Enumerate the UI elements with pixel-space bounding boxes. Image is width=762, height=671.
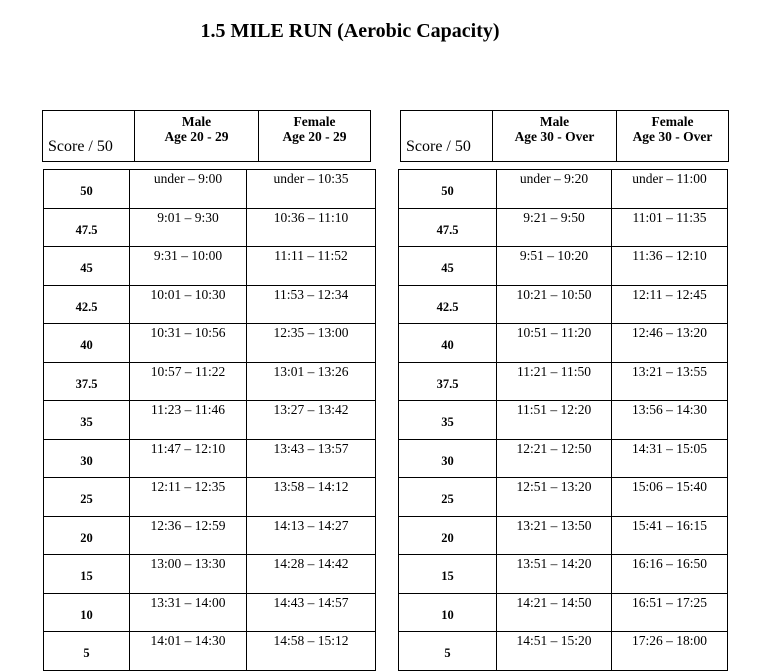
score-cell: 10 [399, 593, 497, 632]
female-time-cell: 14:43 – 14:57 [247, 593, 376, 632]
male-time-cell: 9:21 – 9:50 [497, 208, 612, 247]
score-cell: 47.5 [44, 208, 130, 247]
score-cell: 25 [44, 478, 130, 517]
score-cell: 35 [399, 401, 497, 440]
male-time-cell: 11:51 – 12:20 [497, 401, 612, 440]
female-time-cell: 14:58 – 15:12 [247, 632, 376, 671]
score-cell: 37.5 [399, 362, 497, 401]
score-cell: 40 [399, 324, 497, 363]
female-time-cell: 15:41 – 16:15 [612, 516, 728, 555]
table-row [399, 362, 728, 401]
female-time-cell: 16:16 – 16:50 [612, 555, 728, 594]
male-time-cell: 9:51 – 10:20 [497, 247, 612, 286]
table-row [44, 285, 376, 324]
female-time-cell: 11:53 – 12:34 [247, 285, 376, 324]
score-cell: 42.5 [399, 285, 497, 324]
female-time-cell: 12:46 – 13:20 [612, 324, 728, 363]
female-time-cell: 11:01 – 11:35 [612, 208, 728, 247]
female-time-cell: 17:26 – 18:00 [612, 632, 728, 671]
male-time-cell: 14:01 – 14:30 [130, 632, 247, 671]
table-row [44, 593, 376, 632]
female-time-cell: 16:51 – 17:25 [612, 593, 728, 632]
female-time-cell: 12:11 – 12:45 [612, 285, 728, 324]
score-cell: 20 [399, 516, 497, 555]
table-row [399, 439, 728, 478]
table-row [44, 362, 376, 401]
header-table-30-over [400, 110, 729, 162]
male-time-cell: under – 9:20 [497, 170, 612, 209]
score-cell: 50 [44, 170, 130, 209]
male-time-cell: 13:31 – 14:00 [130, 593, 247, 632]
female-time-cell: 15:06 – 15:40 [612, 478, 728, 517]
male-time-cell: 13:00 – 13:30 [130, 555, 247, 594]
score-cell: 45 [399, 247, 497, 286]
table-row [399, 324, 728, 363]
header-table-20-29 [42, 110, 371, 162]
page-title: 1.5 MILE RUN (Aerobic Capacity) [200, 20, 500, 42]
table-row [399, 285, 728, 324]
table-row [44, 478, 376, 517]
male-time-cell: 14:21 – 14:50 [497, 593, 612, 632]
score-cell: 37.5 [44, 362, 130, 401]
female-time-cell: 14:31 – 15:05 [612, 439, 728, 478]
male-time-cell: under – 9:00 [130, 170, 247, 209]
table-row [399, 632, 728, 671]
score-cell: 5 [44, 632, 130, 671]
table-row [44, 555, 376, 594]
table-row [44, 401, 376, 440]
female-time-cell: 14:28 – 14:42 [247, 555, 376, 594]
table-row [44, 516, 376, 555]
male-time-cell: 13:21 – 13:50 [497, 516, 612, 555]
female-time-cell: under – 10:35 [247, 170, 376, 209]
female-header: Female Age 30 - Over [617, 111, 729, 162]
male-time-cell: 12:36 – 12:59 [130, 516, 247, 555]
score-cell: 30 [399, 439, 497, 478]
female-time-cell: 13:58 – 14:12 [247, 478, 376, 517]
male-time-cell: 9:01 – 9:30 [130, 208, 247, 247]
table-row [399, 478, 728, 517]
table-row [44, 439, 376, 478]
female-header: Female Age 20 - 29 [259, 111, 371, 162]
male-time-cell: 10:51 – 11:20 [497, 324, 612, 363]
male-time-cell: 9:31 – 10:00 [130, 247, 247, 286]
table-row [44, 208, 376, 247]
table-row [44, 324, 376, 363]
score-table-20-29 [43, 169, 376, 671]
male-time-cell: 11:23 – 11:46 [130, 401, 247, 440]
score-cell: 45 [44, 247, 130, 286]
score-table-30-over [398, 169, 728, 671]
female-time-cell: 10:36 – 11:10 [247, 208, 376, 247]
table-row [399, 401, 728, 440]
male-time-cell: 10:57 – 11:22 [130, 362, 247, 401]
table-row [399, 170, 728, 209]
score-cell: 25 [399, 478, 497, 517]
female-time-cell: under – 11:00 [612, 170, 728, 209]
female-time-cell: 14:13 – 14:27 [247, 516, 376, 555]
female-time-cell: 13:43 – 13:57 [247, 439, 376, 478]
score-header: Score / 50 [43, 111, 135, 162]
female-time-cell: 12:35 – 13:00 [247, 324, 376, 363]
table-row [399, 516, 728, 555]
male-time-cell: 10:21 – 10:50 [497, 285, 612, 324]
score-cell: 42.5 [44, 285, 130, 324]
male-time-cell: 12:21 – 12:50 [497, 439, 612, 478]
male-time-cell: 11:21 – 11:50 [497, 362, 612, 401]
score-cell: 20 [44, 516, 130, 555]
score-cell: 5 [399, 632, 497, 671]
table-row [399, 247, 728, 286]
male-time-cell: 10:01 – 10:30 [130, 285, 247, 324]
male-time-cell: 11:47 – 12:10 [130, 439, 247, 478]
male-time-cell: 12:51 – 13:20 [497, 478, 612, 517]
score-cell: 35 [44, 401, 130, 440]
score-cell: 15 [399, 555, 497, 594]
score-cell: 10 [44, 593, 130, 632]
male-header: Male Age 20 - 29 [135, 111, 259, 162]
score-cell: 50 [399, 170, 497, 209]
score-cell: 40 [44, 324, 130, 363]
male-time-cell: 12:11 – 12:35 [130, 478, 247, 517]
female-time-cell: 13:01 – 13:26 [247, 362, 376, 401]
score-header: Score / 50 [401, 111, 493, 162]
male-header: Male Age 30 - Over [493, 111, 617, 162]
female-time-cell: 13:21 – 13:55 [612, 362, 728, 401]
table-row [399, 593, 728, 632]
score-cell: 30 [44, 439, 130, 478]
score-cell: 15 [44, 555, 130, 594]
female-time-cell: 13:56 – 14:30 [612, 401, 728, 440]
score-cell: 47.5 [399, 208, 497, 247]
male-time-cell: 10:31 – 10:56 [130, 324, 247, 363]
female-time-cell: 13:27 – 13:42 [247, 401, 376, 440]
table-row [44, 247, 376, 286]
female-time-cell: 11:11 – 11:52 [247, 247, 376, 286]
table-row [399, 208, 728, 247]
table-row [44, 170, 376, 209]
male-time-cell: 14:51 – 15:20 [497, 632, 612, 671]
table-row [399, 555, 728, 594]
male-time-cell: 13:51 – 14:20 [497, 555, 612, 594]
female-time-cell: 11:36 – 12:10 [612, 247, 728, 286]
table-row [44, 632, 376, 671]
